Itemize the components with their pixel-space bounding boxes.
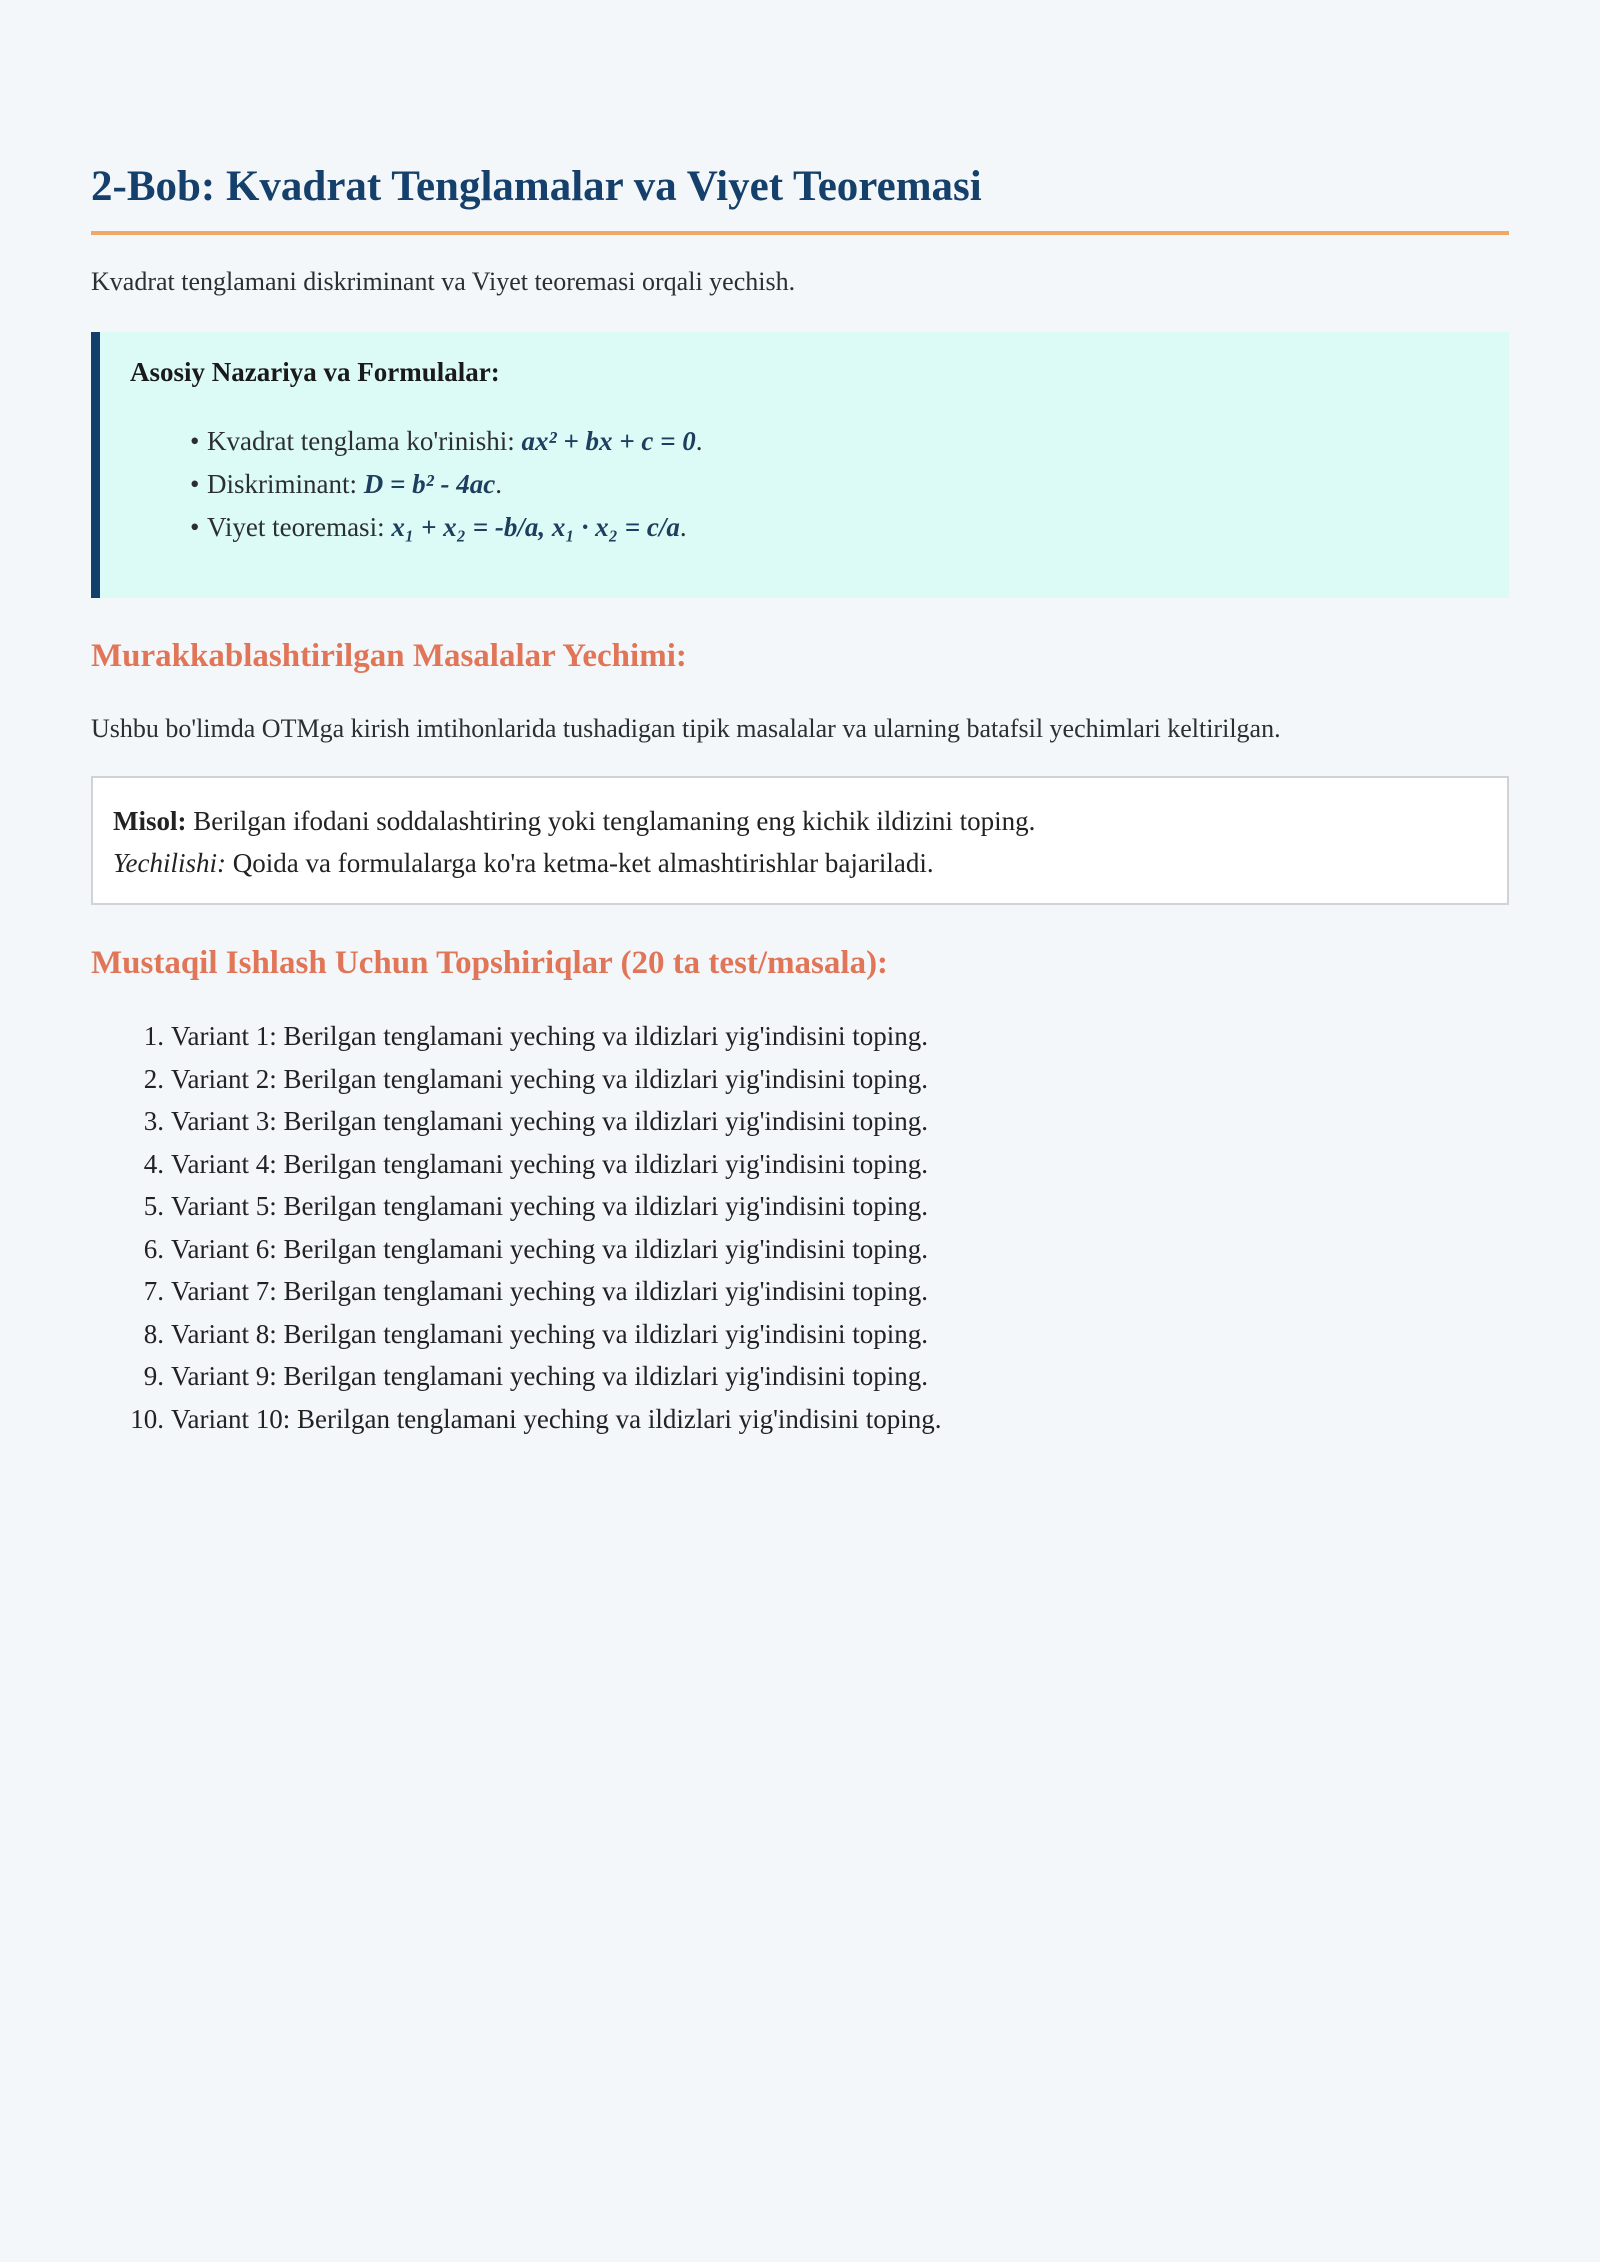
task-text: Variant 2: Berilgan tenglamani yeching va ildizlari yig'indisini toping. <box>171 1063 928 1094</box>
tasks-heading: Mustaqil Ishlash Uchun Topshiriqlar (20 ta test/masala): <box>91 945 889 981</box>
task-item <box>91 1143 1509 1186</box>
task-text: Variant 10: Berilgan tenglamani yeching va ildizlari yig'indisini toping. <box>171 1403 942 1434</box>
task-number: 10. <box>130 1403 164 1434</box>
example-label: Misol: <box>113 806 187 836</box>
solution-text: Qoida va formulalarga ko'ra ketma-ket almashtirishlar bajariladi. <box>226 848 934 878</box>
task-text: Variant 4: Berilgan tenglamani yeching va ildizlari yig'indisini toping. <box>171 1148 928 1179</box>
task-number: 7. <box>143 1276 164 1306</box>
formula-item <box>190 463 1509 506</box>
task-item <box>91 1355 1509 1398</box>
task-number: 1. <box>143 1021 164 1051</box>
task-number: 6. <box>143 1233 164 1264</box>
task-number: 5. <box>143 1191 164 1221</box>
formula-label: Kvadrat tenglama ko'rinishi: <box>207 426 522 456</box>
formula-end: . <box>695 426 703 456</box>
example-text: Berilgan ifodani soddalashtiring yoki tenglamaning eng kichik ildizini toping. <box>186 806 1036 836</box>
task-item <box>91 1313 1509 1356</box>
solutions-description: Ushbu bo'limda OTMga kirish imtihonlarida tushadigan tipik masalalar va ularning batafsil yechimlari keltirilgan. <box>91 714 1281 743</box>
intro-paragraph: Kvadrat tenglamani diskriminant va Viyet teoremasi orqali yechish. <box>91 267 796 296</box>
example-solution <box>113 842 1507 884</box>
task-item <box>91 1100 1509 1143</box>
task-text: Variant 3: Berilgan tenglamani yeching va ildizlari yig'indisini toping. <box>171 1106 928 1136</box>
formula-label: Diskriminant: <box>207 469 364 499</box>
task-text: Variant 9: Berilgan tenglamani yeching va ildizlari yig'indisini toping. <box>171 1361 928 1391</box>
formula-expression: ax² + bx + c = 0 <box>521 426 696 456</box>
formula-list <box>130 420 1509 549</box>
formula-item <box>190 506 1509 549</box>
task-text: Variant 6: Berilgan tenglamani yeching va ildizlari yig'indisini toping. <box>171 1233 928 1264</box>
task-number: 8. <box>143 1318 164 1349</box>
bullet-icon: • <box>190 512 200 542</box>
formula-end: . <box>495 469 502 499</box>
task-number: 4. <box>143 1148 164 1179</box>
solutions-heading: Murakkablashtirilgan Masalalar Yechimi: <box>91 638 687 674</box>
example-box <box>91 776 1509 905</box>
task-item <box>91 1398 1509 1441</box>
task-text: Variant 8: Berilgan tenglamani yeching va ildizlari yig'indisini toping. <box>171 1318 928 1349</box>
solution-label: Yechilishi: <box>113 848 227 878</box>
formula-expression: D = b² - 4ac <box>363 469 496 499</box>
formula-label: Viyet teoremasi: <box>207 512 392 542</box>
theory-heading: Asosiy Nazariya va Formulalar: <box>130 357 500 387</box>
task-text: Variant 7: Berilgan tenglamani yeching va ildizlari yig'indisini toping. <box>171 1276 928 1306</box>
example-problem <box>113 800 1507 842</box>
task-item <box>91 1058 1509 1101</box>
task-number: 3. <box>143 1106 164 1136</box>
task-text: Variant 5: Berilgan tenglamani yeching va ildizlari yig'indisini toping. <box>171 1191 928 1221</box>
task-list <box>91 1015 1509 1440</box>
task-number: 9. <box>143 1361 164 1391</box>
task-number: 2. <box>143 1063 164 1094</box>
title-divider <box>91 231 1509 235</box>
bullet-icon: • <box>190 426 200 456</box>
formula-end: . <box>679 512 687 542</box>
bullet-icon: • <box>190 469 200 499</box>
formula-expression: x₁ + x₂ = -b/a, x₁ · x₂ = c/a <box>391 512 680 542</box>
document-page <box>91 0 1509 1440</box>
task-item <box>91 1185 1509 1228</box>
task-item <box>91 1270 1509 1313</box>
theory-box <box>91 332 1509 598</box>
task-item <box>91 1228 1509 1271</box>
formula-item <box>190 420 1509 463</box>
task-item <box>91 1015 1509 1058</box>
page-title: 2-Bob: Kvadrat Tenglamalar va Viyet Teoremasi <box>91 163 982 210</box>
task-text: Variant 1: Berilgan tenglamani yeching va ildizlari yig'indisini toping. <box>171 1021 928 1051</box>
